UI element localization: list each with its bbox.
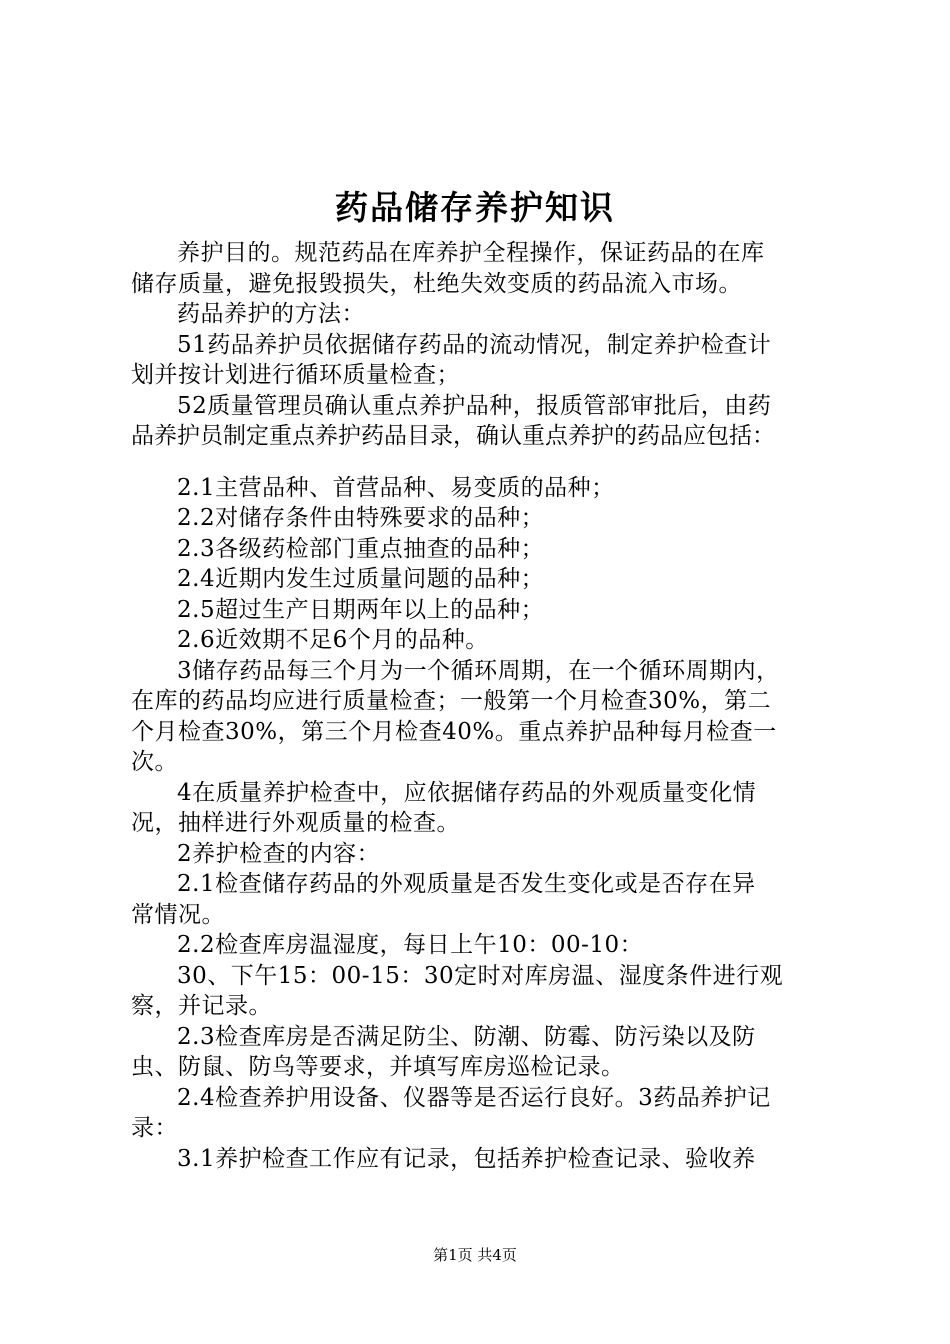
paragraph-line: 3储存药品每三个月为一个循环周期，在一个循环周期内，	[177, 657, 780, 684]
paragraph-line: 药品养护的方法：	[177, 301, 365, 327]
page-footer: 第1页 共4页	[433, 1246, 517, 1264]
paragraph-gap	[131, 452, 831, 473]
paragraph-line: 个月检查30%，第三个月检查40%。重点养护品种每月检查一	[131, 718, 777, 745]
paragraph-line: 划并按计划进行循环质量检查；	[131, 362, 460, 388]
paragraph-line: 品养护员制定重点养护药品目录，确认重点养护的药品应包括：	[131, 423, 775, 449]
paragraph-line: 察，并记录。	[131, 993, 272, 1019]
paragraph-line: 储存质量，避免报毁损失，杜绝失效变质的药品流入市场。	[131, 270, 742, 297]
list-item: 2.6近效期不足6个月的品种。	[177, 627, 489, 653]
paragraph-line: 52质量管理员确认重点养护品种，报质管部审批后，由药	[177, 392, 772, 419]
list-item: 2.1主营品种、首营品种、易变质的品种；	[177, 474, 615, 501]
paragraph-line: 2.4检查养护用设备、仪器等是否运行良好。3药品养护记	[177, 1084, 771, 1111]
paragraph-line: 常情况。	[131, 901, 225, 928]
list-item: 2.3各级药检部门重点抽查的品种；	[177, 535, 545, 562]
paragraph-line: 2.2检查库房温湿度，每日上午10：00-10：	[177, 932, 644, 958]
list-item: 2.2对储存条件由特殊要求的品种；	[177, 505, 545, 531]
paragraph-line: 2.3检查库房是否满足防尘、防潮、防霉、防污染以及防	[177, 1023, 756, 1050]
paragraph-line: 在库的药品均应进行质量检查；一般第一个月检查30%，第二	[131, 688, 772, 714]
list-item: 2.5超过生产日期两年以上的品种；	[177, 596, 545, 623]
paragraph-line: 次。	[131, 749, 178, 775]
paragraph-line: 4在质量养护检查中，应依据储存药品的外观质量变化情	[177, 779, 757, 806]
paragraph-line: 51药品养护员依据储存药品的流动情况，制定养护检查计	[177, 331, 772, 358]
section-heading: 2养护检查的内容：	[177, 840, 381, 867]
page-title: 药品储存养护知识	[335, 188, 615, 227]
paragraph-line: 养护目的。规范药品在库养护全程操作，保证药品的在库	[177, 240, 765, 266]
paragraph-line: 况，抽样进行外观质量的检查。	[131, 810, 460, 836]
paragraph-line: 30、下午15：00-15：30定时对库房温、湿度条件进行观	[177, 962, 784, 989]
paragraph-line: 录：	[131, 1115, 178, 1141]
paragraph-line: 2.1检查储存药品的外观质量是否发生变化或是否存在异	[177, 871, 756, 897]
paragraph-line: 虫、防鼠、防鸟等要求，并填写库房巡检记录。	[131, 1054, 625, 1080]
list-item: 2.4近期内发生过质量问题的品种；	[177, 566, 545, 592]
document-body	[131, 238, 831, 1174]
paragraph-line: 3.1养护检查工作应有记录，包括养护检查记录、验收养	[177, 1145, 756, 1172]
